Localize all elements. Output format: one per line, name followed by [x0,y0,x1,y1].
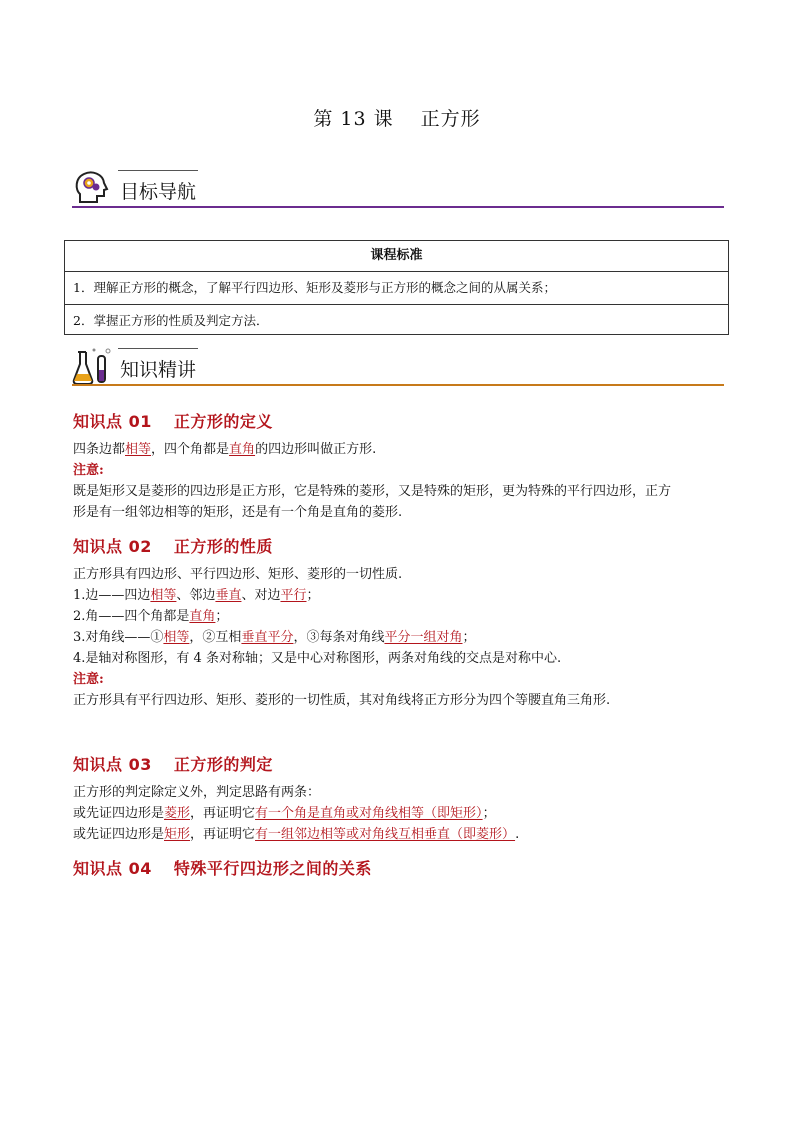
kp4-heading [73,856,372,879]
blank-answer: 有一个角是直角或对角线相等（即矩形） [255,806,483,821]
text-span: 1.边——四边 [73,588,151,603]
section-rule-goals [72,206,724,208]
kp3-title: 正方形的判定 [173,755,273,774]
text-span: 2.角——四个角都是 [73,609,190,624]
section-label-knowledge: 知识精讲 [120,359,197,381]
blank-answer: 菱形 [164,806,191,821]
kp2-heading [73,534,273,557]
table-row: 1．理解正方形的概念，了解平行四边形、矩形及菱形与正方形的概念之间的从属关系； [73,280,556,295]
kp2-item-symmetry: 4.是轴对称图形，有 4 条对称轴；又是中心对称图形，两条对角线的交点是对称中心. [73,651,562,666]
lab-flask-icon [72,346,114,386]
text-span: 、邻边 [176,588,216,603]
blank-answer: 垂直 [215,588,242,603]
blank-answer: 相等 [125,442,152,457]
kp4-number: 知识点 04 [73,859,152,878]
kp4-title: 特殊平行四边形之间的关系 [173,859,372,878]
blank-answer: 矩形 [164,827,191,842]
page-title: 第 13 课 正方形 [313,108,481,130]
text-span: ； [306,588,320,603]
section-label-goals: 目标导航 [120,181,197,203]
table-row: 2．掌握正方形的性质及判定方法． [65,304,728,337]
kp2-item-edges [73,586,733,606]
section-header-knowledge [72,346,724,386]
text-span: 的四边形叫做正方形. [255,442,377,457]
blank-answer: 相等 [150,588,177,603]
text-span: 、对边 [241,588,281,603]
text-span: ； [462,630,476,645]
kp1-number: 知识点 01 [73,412,152,431]
text-span: ，再证明它 [190,806,256,821]
blank-answer: 平行 [280,588,307,603]
blank-answer: 相等 [163,630,190,645]
blank-answer: 平分一组对角 [384,630,463,645]
kp1-note-label: 注意: [73,463,104,478]
text-span: 或先证四边形是 [73,806,165,821]
kp1-heading [73,409,273,432]
kp2-note: 正方形具有平行四边形、矩形、菱形的一切性质，其对角线将正方形分为四个等腰直角三角形. [73,693,611,708]
header-top-rule [118,170,198,171]
text-span: ，再证明它 [190,827,256,842]
kp2-item-angles [73,607,733,627]
section-header-goals [72,168,724,208]
kp3-heading [73,752,273,775]
text-span: 四条边都 [73,442,126,457]
section-rule-knowledge [72,384,724,386]
blank-answer: 有一组邻边相等或对角线互相垂直（即菱形） [255,827,516,842]
text-span: ； [215,609,229,624]
blank-answer: 直角 [189,609,216,624]
kp3-method-2 [73,825,733,845]
kp3-intro: 正方形的判定除定义外，判定思路有两条： [73,785,321,800]
header-top-rule [118,348,198,349]
kp1-note-line: 既是矩形又是菱形的四边形是正方形，它是特殊的菱形，又是特殊的矩形，更为特殊的平行四边形，正方 [73,484,672,499]
kp2-intro: 正方形具有四边形、平行四边形、矩形、菱形的一切性质. [73,567,403,582]
blank-answer: 垂直平分 [241,630,294,645]
text-span: ，③每条对角线 [293,630,385,645]
kp1-title: 正方形的定义 [173,412,273,431]
kp1-definition [73,440,733,460]
text-span: ； [482,806,496,821]
course-standard-table [64,240,729,335]
text-span: 3.对角线——① [73,630,164,645]
blank-answer: 直角 [229,442,256,457]
kp2-title: 正方形的性质 [173,537,273,556]
kp3-method-1 [73,804,733,824]
head-gears-icon [72,168,112,206]
kp2-number: 知识点 02 [73,537,152,556]
kp2-note-label: 注意: [73,672,104,687]
kp1-note-line: 形是有一组邻边相等的矩形，还是有一个角是直角的菱形. [73,505,403,520]
table-header: 课程标准 [65,241,728,272]
kp3-number: 知识点 03 [73,755,152,774]
kp2-item-diagonals [73,628,733,648]
text-span: ，②互相 [189,630,242,645]
text-span: ，四个角都是 [151,442,230,457]
text-span: 或先证四边形是 [73,827,165,842]
text-span: . [515,827,520,842]
